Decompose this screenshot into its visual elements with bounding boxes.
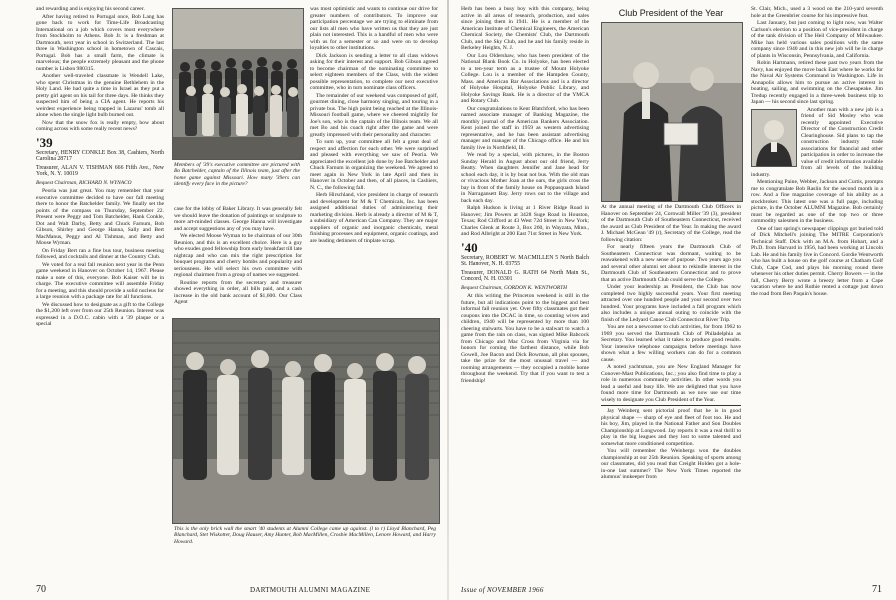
secretary-line: Secretary, HENRY CONKLE Box 38, Cashiers, North Carolina 28717 xyxy=(36,149,164,162)
photo-brick-wall xyxy=(172,318,440,524)
secretary-line: Secretary, ROBERT W. MACMILLEN 5 North Balch St. Hanover, N. H. 03755 xyxy=(461,254,589,267)
class-year: '39 xyxy=(36,134,53,150)
caption-brick-wall: This is the only brick wall the smart '40 students at Alumni College came up against. (l to r) Lloyd Blanchard, Peg Blanchard, Stet Wiskotter, Doug Hauser, Amy Hunter, Bob MacMillen, Crosbie MacMillen, Lenore Howard, and Harry Howard. xyxy=(174,526,436,545)
caption-executive-committee: Members of '39's executive committee are pictured with Bo Batchelder, captain of the Illinois team, just after the home game against Missouri. How many '39ers can identify every face in the picture? xyxy=(174,162,300,188)
paragraph: Another man with a new job is a friend of Sid Mosley who was recently appointed Executive Director of the Construction Credit Clearinghouse. Sid plans to tap the construction industry trade associations for financial and other participation in order to increase the value of credit information available from all levels of the building industry. xyxy=(751,106,883,178)
right-col-3 xyxy=(751,6,883,566)
paragraph: Under your leadership as President, the Club has now completed two highly successful years. Your first meeting attracted over one hundred people and your second over two hundred. Your programs have included a fall program which also includes a unique annual outing to coincide with the finish of the Ledyard Canoe Club Connecticut River Trip. xyxy=(601,284,741,323)
paragraph: was most optimistic and wants to continue our drive for greater numbers of contributors. To improve our participation percentage we are trying to eliminate from our lists all men who have written us that they are just plain not interested. This is a handful of men who were with us for a semester or so and were on to develop loyalties to other institutions. xyxy=(310,6,438,51)
section-rule xyxy=(601,405,741,406)
magazine-footer: DARTMOUTH ALUMNI MAGAZINE xyxy=(250,586,371,594)
page-number: 71 xyxy=(872,584,882,595)
portrait-illustration xyxy=(752,110,796,166)
paragraph: case for the lobby of Baker Library. It was generally felt we should leave the donation of paintings or sculpture to more art-minded classes. George Hanna will investigate and accept suggestions any of you may have. xyxy=(174,206,302,232)
class-year: '40 xyxy=(461,239,478,255)
treasurer-line: Treasurer, DONALD G. RATH 64 North Main St., Concord, N. H. 03301 xyxy=(461,269,589,282)
right-col-2 xyxy=(601,204,741,566)
paragraph: You will remember the Weinbergs won the doubles championship at our 25th Reunion. Speaking of sports among our classmates, did you read that Creight Holden got a hole-in-one last summer? The New York Times reported the alumnus' innkeeper from xyxy=(601,448,741,480)
paragraph: Another well-traveled classmate is Wendell Lake, who spent Christmas in the genuine Bethlehem in the Holy Land. He had quite a time in Israel as they put a pretty girl agent on his tail for three days. He thinks they suspected him of being a CIA agent. He reports his weirdest experience being trapped in Lazarus' tomb all alone when the single light bulb burned out. xyxy=(36,73,164,118)
paragraph: At the annual meeting of the Dartmouth Club Officers in Hanover on September 24, Cornwall Miller '39 (3), president of the Dartmouth Club of Southeastern Connecticut, received the award as Club President of the Year. In making the award J. Michael McGean '49 (r), Secretary of the College, read the following citation: xyxy=(601,204,741,243)
paragraph: To sum up, your committee all felt a great deal of respect and affection for each other. We were surprised and pleased with everything we saw of Peoria. We appreciated the excellent job done by Joe Batchelder and Chuck Farnum in organizing the weekend. We agreed to meet again in New York in late April and then in Hanover in October and then, of all places, in Cashiers, N. C., the following fall. xyxy=(310,139,438,191)
award-presentation-illustration xyxy=(602,23,742,201)
paragraph: The remainder of our weekend was composed of golf, gourmet dining, close harmony singing, and touring in a private bus. The high point being reached at the Illinois-Missouri football game, where we cheered mightily for Joe's son, who is the captain of the Illinois team. We all met Bo and his coach right after the game and were greatly impressed with their personality and character. xyxy=(310,92,438,138)
bequest-line: Bequest Chairman, GORDON K. WENTWORTH xyxy=(461,284,568,291)
left-col-1 xyxy=(36,6,164,566)
paragraph: Herb Hirschland, vice president in charge of research and development for M & T Chemicals, Inc. has been assigned additional duties of administering their marketing division. Herb is already a director of M & T, a subsidiary of American Can Company. They are major suppliers of organic and inorganic chemicals, metal finishing processes and equipment, organic coatings, and are leading detinners of tinplate scrap. xyxy=(310,192,438,244)
left-col-2 xyxy=(174,206,302,314)
paragraph: Mentioning Paine, Webber, Jackson and Curtis, prompts me to congratulate Bob Raslin for the second month in a row. And a fine magazine coverage of his ability as a stockbroker. This latest one was a full page, including picture, in the October ALUMNI Magazine. Bob certainly must be regarded as one of the top two or three commodity salesmen in the business. xyxy=(751,179,883,224)
paragraph: St. Clair, Mich., used a 3 wood on the 210-yard seventh hole at the Greenbrier course for his impressive feat. xyxy=(751,6,883,19)
paragraph: At this writing the Princeton weekend is still in the future, but all indications point to the biggest and best informal fall reunion yet. Over fifty classmates got their coupons into the DCAC in time, so counting wives and children, 1940 will be represented by more than 100 cheering stalwarts. You have to be a stalwart to watch a game from the rain on class, was signed Mike Babcock from Chicago and Mac Cross from Virginia via for honors for coming the farthest distance, while Bob Gowell, Joe Bacon and Dick Bowman, all plus spouses, take the prize for the most unusual travel — and rooming arrangements — they occupied a mobile home throughout the weekend. Try that if you want to test a friendship! xyxy=(461,293,589,384)
left-page xyxy=(0,0,447,600)
photo-portrait xyxy=(751,109,797,167)
paragraph: Jay Weinberg sent pictorial proof that he is in good physical shape — sharp of eye and fleet of foot too. He and his boy, Jim, played in the National Father and Son Doubles Championship at Longwood. Jay reports it was a real thrill to play in the big leagues and they lost to some talented and somewhat more conditioned competition. xyxy=(601,408,741,447)
brick-wall-group-illustration xyxy=(173,319,439,523)
paragraph: and rewarding and is enjoying his second career. xyxy=(36,6,145,12)
paragraph: Herb has been a busy boy with this company, being active in all areas of research, production, and sales since joining them in 1941. He is a member of the American Institute of Chemical Engineers, the American Chemical Society, the Chemists' Club, the Dartmouth Club, and the Sky Club, and he and his family reside in Berkeley Heights, N. J. xyxy=(461,6,589,51)
paragraph: We discussed how to designate as a gift to the College the $1,200 left over from our 25th Reunion. Interest was expressed in a D.O.C. cabin with a '39 plaque or a special xyxy=(36,301,164,327)
group-photo-illustration xyxy=(173,9,303,159)
class-heading-40 xyxy=(461,241,589,292)
paragraph: Last January, but just coming to light now, was Walter Carlson's election to a position of vice-president in charge of the tank division of The Heil Company of Milwaukee. Mike has held various sales positions with the same company since 1940 and in this new job will be in charge of plants in Wisconsin, Pennsylvania, and California. xyxy=(751,20,883,59)
class-heading-39 xyxy=(36,136,164,187)
paragraph: For nearly fifteen years the Dartmouth Club of Southeastern Connecticut was dormant, waiting to be reawakened with a new sense of purpose. Two years ago you and several other alumni set about to rekindle interest in the Dartmouth Club of Southeastern Connecticut and to prove that an active Dartmouth Club could serve the College. xyxy=(601,244,741,283)
paragraph: A noted yachtsman, you are New England Manager for Conover-Mast Publications, Inc.; you also find time to play a role in numerous community activities. In other words you lead a useful and busy life. We are delighted that you have found more time for Dartmouth as we now use our time wisely to designate you Club President of the Year. xyxy=(601,364,741,403)
paragraph: We read by a special, with pictures, in the Boston Sunday Herald in August about our old friend, Jerry Beatty. When daughters Jennifer and Jane head for school each day, it is by boat not bus. With the old man or vivacious Mother Joan at the oars, the girls cross the bay in front of the family house on Poppasquash Island in Narragansett Bay. Jerry rows out to the village and back each day. xyxy=(461,152,589,204)
paragraph: On Friday Bert ran a fine bus tour, business meeting followed, and cocktails and dinner at the Country Club. xyxy=(36,247,164,260)
photo-executive-committee xyxy=(172,8,304,160)
paragraph: Dick Jackson is sending a letter to all class widows asking for their interest and support. Bob Gibson agreed to become chairman of the nominating committee to select eighteen members of the Class, with the widest possible representation, to complete our next executive committee, who in turn nominate class officers. xyxy=(310,52,438,91)
photo-club-president xyxy=(601,22,743,202)
treasurer-line: Treasurer, ALAN V. TISHMAN 666 Fifth Ave., New York, N. Y. 10019 xyxy=(36,164,164,177)
paragraph: We elected Moose Wyman to be chairman of our 30th Reunion, and this is an excellent choice. Here is a guy who exudes good fellowship from early breakfast till late nightcap and who can mix the right prescription for bouquet programs and cherry bombs and popularity and seriousness. He will select his own committee with regional chairmen from a group of names we suggested. xyxy=(174,233,302,278)
paragraph: One of last spring's newspaper clippings got buried told of Dick Mitchell's joining The MITRE Corporation's Technical Staff. Dick with an M.A. from Hobart, and a Ph.D. from Harvard in 1956, had been working at Lincoln Lab. He and his family live in Concord. Gordie Wentworth who has built a house on the golf course at Chatham Golf Club, Cape Cod, and plays his morning round there whenever his other duties permit. Cherry Bowers — in the fall, Cherry Berry wrote a breezy letter from a Cape vacation where he and Ruthie rented a cottage just down the road from Ben Paquin's house. xyxy=(751,225,883,297)
paragraph: Now that the snow fox is really empty, how about coming across with some really recent news? xyxy=(36,119,164,132)
left-col-3 xyxy=(310,6,438,316)
paragraph: Robin Hartmann, retired these past two years from the Navy, has enjoyed the move back East where he works for the Naval Air Systems Command in Washington. Life in Annapolis allows him to pursue an active interest in boating, sailing, and swimming on the Chesapeake. Jim Tredup recently engaged in a three-week business trip to Japan — his second since last spring. xyxy=(751,60,883,105)
issue-footer: Issue of NOVEMBER 1966 xyxy=(461,586,544,594)
right-col-1 xyxy=(461,6,589,566)
paragraph: Our Lou Oldershaw, who has been president of the National Blank Book Co. in Holyoke, has been elected to a ten-year term as a trustee of Mount Holyoke College. Lou is a member of the Hampden County, Mass. and American Bar Associations and is a director of Holyoke Hospital, Holyoke Public Library, and Holyoke Savings Bank. He is a director of the YMCA and Rotary Club. xyxy=(461,52,589,104)
right-page xyxy=(449,0,896,600)
paragraph: Ralph Hudson is living at 1 River Ridge Road in Hanover; Jim Powers at 3428 Suge Road in Houston, Texas; Rod Clifford at 43 West 72d Street in New York; Charles Glenk at Route 3, Box 260, in Wayzata, Minn., and Rod Albright at 200 East 71st Street in New York. xyxy=(461,205,589,237)
page-number: 70 xyxy=(36,584,46,595)
paragraph: Peoria was just great. You may remember that your executive committee decided to have our fall meeting there to honor the Batchelder family. We finally set the points of the compass on Thursday, September 22. Present were Peggy and Tom Batchelder, Hank Conkle, Dot and Walt Darby, Betty and Chuck Farnum, Bob Gibson, Shirley and George Hanna, Sally and Bert MacManus, Peggy and Al Tishman, and Betty and Moose Wyman. xyxy=(36,188,164,246)
paragraph: After having retired to Portugal once, Bob Lang has gone back to work for Time-Life Broadcasting International on a job which covers most everywhere from Stockholm to Athens. Bob Jr. is a freshman at Dartmouth, next year in school in Switzerland. The last three in Washington school in hometown of Cascais, Portugal. Bob has a small farm, the climate is marvelous; the people extremely pleasant and the phone number is Lisbon 980315. xyxy=(36,13,164,72)
paragraph: You are not a newcomer to club activities, for from 1962 to 1969 you served the Dartmouth Club of Philadelphia as Secretary. You learned what it takes to produce good results. Your intensive telephone campaigns before meetings have shown what a few willing workers can do for a common cause. xyxy=(601,324,741,363)
feature-headline: Club President of the Year xyxy=(618,8,724,18)
paragraph: Our congratulations to Kent Blatchford, who has been named associate manager of Banking Magazine, the monthly journal of the American Bankers Association. Kent joined the staff in 1959 as western advertising representative, and he has been assistant advertising manager and manager of the Chicago office. He and his family live in Northfield, Ill. xyxy=(461,105,589,151)
paragraph: Routine reports from the secretary and treasurer showed everything in order, all bills paid, and a cash increase in the old bank account of $1,600. Our Class Agent xyxy=(174,279,302,305)
bequest-line: Bequest Chairman, RICHARD N. WYNACO xyxy=(36,179,132,186)
paragraph: We voted for a real fall reunion next year in the Penn game weekend in Hanover on October 14, 1967. Please make a note of this, everyone. Bob Kaiser will be in charge. The executive committee will assemble Friday for a meeting, and this should provide a solid nucleus for a large reunion with a package rate for all functions. xyxy=(36,261,164,300)
